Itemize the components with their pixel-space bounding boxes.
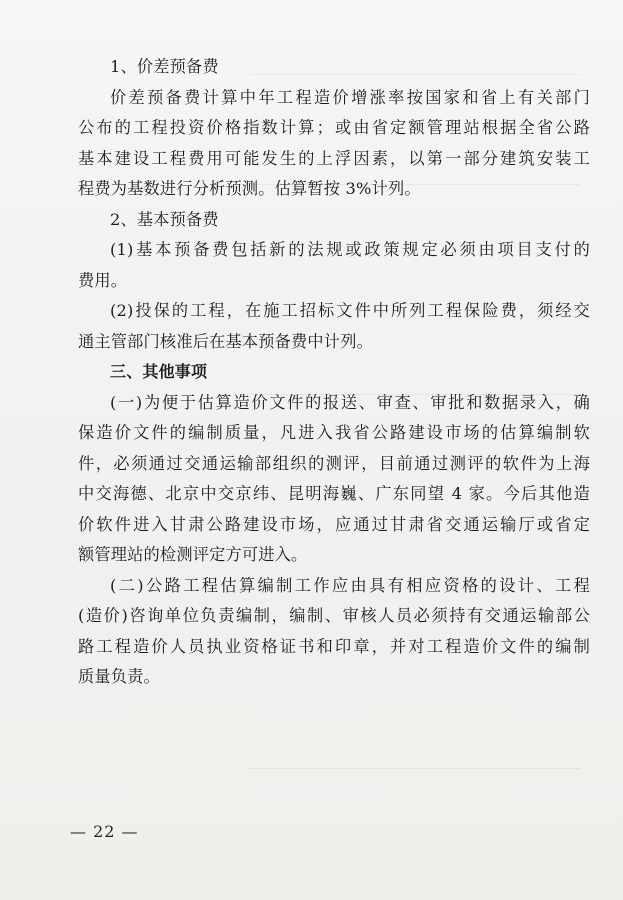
section-heading-basic-reserve: 2、基本预备费 bbox=[110, 209, 219, 229]
paragraph-line: 费用。 bbox=[78, 270, 128, 290]
page-number: — 22 — bbox=[70, 822, 139, 841]
paragraph-line: 中交海德、北京中交京纬、昆明海巍、广东同望 4 家。今后其他造 bbox=[78, 484, 590, 503]
paragraph-line: (2)投保的工程，在施工招标文件中所列工程保险费，须经交 bbox=[110, 301, 590, 320]
paragraph-line: (一)为便于估算造价文件的报送、审查、审批和数据录入，确 bbox=[110, 392, 590, 412]
paragraph-line: 基本建设工程费用可能发生的上浮因素，以第一部分建筑安装工 bbox=[78, 148, 590, 168]
paragraph-line: 路工程造价人员执业资格证书和印章，并对工程造价文件的编制 bbox=[78, 636, 590, 656]
paragraph-line: (二)公路工程估算编制工作应由具有相应资格的设计、工程 bbox=[110, 575, 590, 595]
paragraph-line: (造价)咨询单位负责编制，编制、审核人员必须持有交通运输部公 bbox=[78, 606, 590, 625]
paragraph-line: 价差预备费计算中年工程造价增涨率按国家和省上有关部门 bbox=[110, 87, 590, 107]
paragraph-line: 件，必须通过交通运输部组织的测评，目前通过测评的软件为上海 bbox=[78, 453, 590, 473]
paragraph-line: 公布的工程投资价格指数计算；或由省定额管理站根据全省公路 bbox=[78, 118, 590, 137]
document-body bbox=[78, 52, 590, 693]
paragraph-line: 保造价文件的编制质量，凡进入我省公路建设市场的估算编制软 bbox=[78, 423, 590, 442]
section-heading-other-matters: 三、其他事项 bbox=[110, 362, 208, 381]
paragraph-line: 通主管部门核准后在基本预备费中计列。 bbox=[78, 331, 373, 351]
paragraph-line: 价软件进入甘肃公路建设市场，应通过甘肃省交通运输厅或省定 bbox=[78, 514, 590, 534]
paragraph-line: 程费为基数进行分析预测。估算暂按 3%计列。 bbox=[78, 179, 421, 198]
section-heading-price-reserve: 1、价差预备费 bbox=[110, 57, 219, 76]
bleed-through-line bbox=[250, 768, 580, 769]
paragraph-line: (1)基本预备费包括新的法规或政策规定必须由项目支付的 bbox=[110, 240, 590, 259]
paragraph-line: 质量负责。 bbox=[78, 667, 160, 686]
paragraph-line: 额管理站的检测评定方可进入。 bbox=[78, 545, 308, 564]
